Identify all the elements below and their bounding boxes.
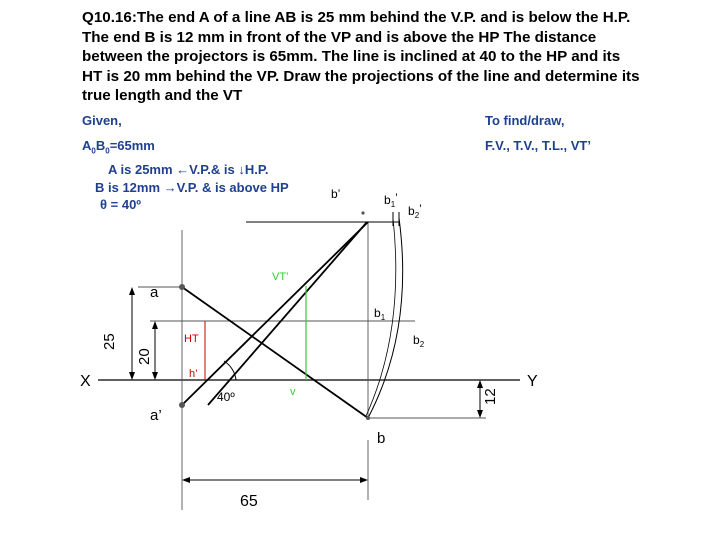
dim-12-arrow-top (477, 380, 483, 388)
point-a (179, 284, 185, 290)
label-dim-25: 25 (101, 333, 118, 350)
label-b2-dash: $b_2$’ (408, 202, 422, 220)
label-dim-12: 12 (482, 388, 499, 405)
given-heading: Given, (82, 113, 122, 128)
label-b1-dash: $b_1$’ (384, 191, 398, 209)
label-b-dash: b’ (331, 187, 341, 201)
point-a-dash (179, 402, 185, 408)
question-text: Q10.16:The end A of a line AB is 25 mm behind the V.P. and is below the H.P. The end B is 12 mm in front of the VP and is above the HP The distance between the projectors is 65mm. The line is inclined at 40 to the HP and its HT is 20 mm behind the VP. Draw the projections of the line and determine its true length and the VT (82, 9, 640, 104)
point-b (366, 416, 370, 420)
label-vt-dash: VT’ (272, 271, 289, 283)
label-angle: 40º (217, 390, 235, 404)
dim-12-arrow-bottom (477, 410, 483, 418)
dim-65-arrow-right (360, 477, 368, 483)
dim-65-arrow-left (182, 477, 190, 483)
label-a: a (150, 284, 159, 301)
label-ht: HT (184, 333, 199, 345)
dim-20-arrow-top (152, 321, 158, 329)
label-dim-20: 20 (136, 348, 153, 365)
label-y: Y (527, 373, 538, 390)
angle-arc-40 (224, 361, 236, 380)
given-b-position: B is 12mm →V.P. & is above HP (95, 180, 289, 195)
dim-25-arrow-bottom (129, 372, 135, 380)
label-b2: $b_2$ (413, 333, 425, 349)
true-length-line (208, 222, 367, 405)
label-v: v (290, 386, 296, 398)
front-view-line (182, 222, 368, 405)
given-theta: θ = 40º (100, 197, 142, 212)
label-b: b (377, 430, 386, 447)
label-x: X (80, 373, 91, 390)
top-view-line (182, 287, 368, 418)
to-find-heading: To find/draw, (485, 113, 565, 128)
label-a-dash: a’ (150, 407, 162, 424)
label-dim-65: 65 (240, 493, 258, 510)
given-a-position: A is 25mm ←V.P.& is ↓H.P. (108, 162, 269, 177)
label-b1: $b_1$ (374, 306, 386, 322)
to-find-items: F.V., T.V., T.L., VT’ (485, 138, 591, 153)
dim-25-arrow-top (129, 287, 135, 295)
point-b-dash (361, 211, 364, 214)
given-a0b0: $A_0B_0=65mm$ (82, 138, 155, 156)
dim-20-arrow-bottom (152, 372, 158, 380)
label-h-dash: h’ (189, 368, 198, 380)
